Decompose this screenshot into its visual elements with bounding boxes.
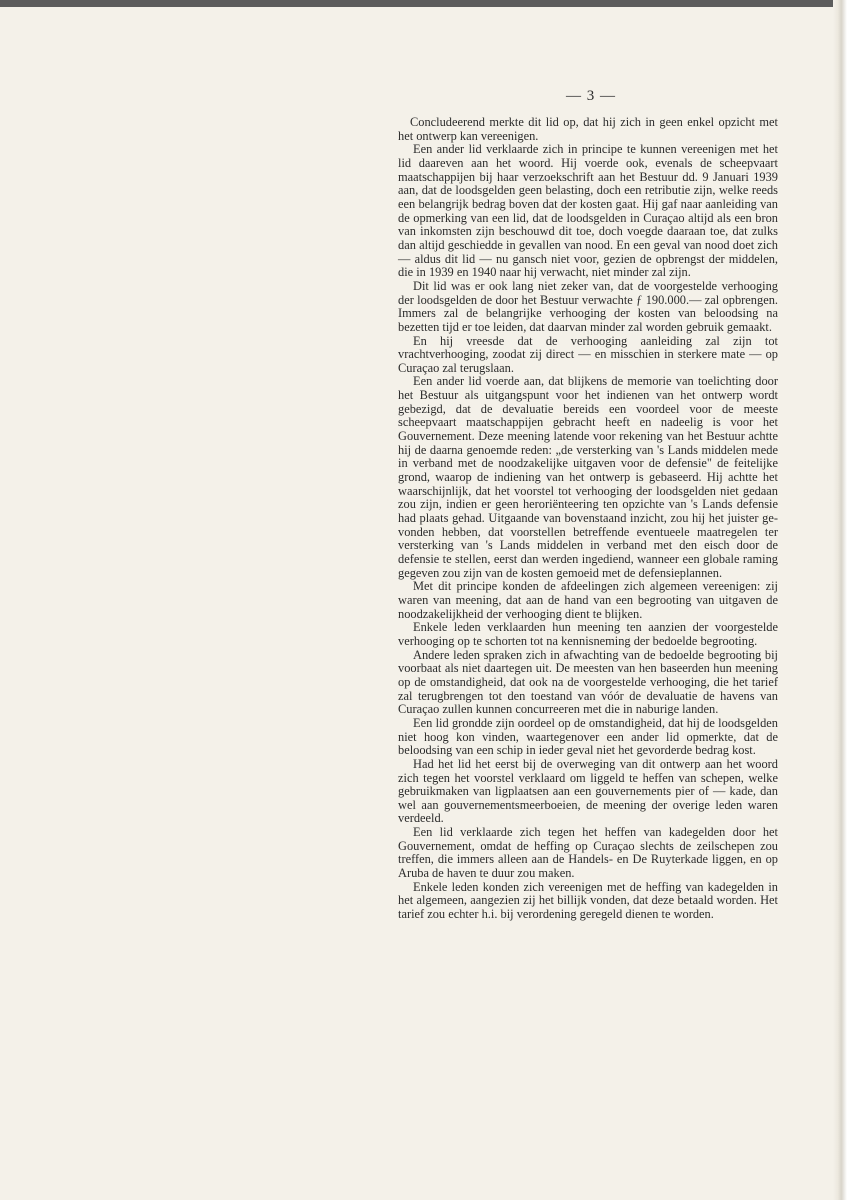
paragraph: Had het lid het eerst bij de overweging van dit ontwerp aan het woord zich tegen het voorstel verklaard om liggeld te heffen van schepen, welke gebruikmaken van ligplaatsen aan een gouvernements pier of — kade, dan wel aan gouvernementsmeerboeien, de meening der overige leden waren verdeeld. bbox=[398, 756, 778, 826]
paragraph: Dit lid was er ook lang niet zeker van, dat de voorgestelde verhooging der loodsgelden de door het Bestuur verwachte ƒ 190.000.— zal opbrengen. Immers zal de belangrijke verhooging der kosten van beloodsing na bezetten tijd er toe leiden, dat daarvan minder zal worden gebruik gemaakt. bbox=[398, 278, 778, 334]
paragraph: Een lid verklaarde zich tegen het heffen van kadegelden door het Gouvernement, omdat de heffing op Curaçao slechts de zeilschepen zou treffen, die immers alleen aan de Handels- en De Ruyterkade liggen, en op Aruba de haven te duur zou maken. bbox=[398, 825, 778, 881]
paragraph: Een lid grondde zijn oordeel op de omstandigheid, dat hij de loodsgelden niet hoog kon vinden, waartegenover een ander lid opmerkte, dat de beloodsing van een schip in ieder geval niet het gevorderde bedrag kost. bbox=[398, 715, 778, 758]
body-text-column bbox=[398, 116, 778, 922]
scan-border-top bbox=[0, 0, 847, 7]
paragraph: Een ander lid verklaarde zich in principe te kunnen vereenigen met het lid daareven aan het woord. Hij voerde ook, evenals de scheepvaart maatschappijen bij haar verzoekschrift aan het Bestuur dd. 9 Januari 1939 aan, dat de loodsgelden geen belasting, doch een retributie zijn, welke reeds een belangrijk bedrag boven dat der kosten gaat. Hij gaf naar aanleiding van de opmerking van een lid, dat de loodsgelden in Curaçao altijd als een bron van inkomsten zijn beschouwd dit toe, doch voegde daaraan toe, dat zulks dan altijd geschiedde in gevallen van nood. En een geval van nood doet zich — aldus dit lid — nu gansch niet voor, gezien de opbrengst der middelen, die in 1939 en 1940 naar hij verwacht, niet minder zal zijn. bbox=[398, 142, 778, 280]
scan-border-right bbox=[833, 0, 847, 1200]
paragraph: En hij vreesde dat de verhooging aanleiding zal zijn tot vrachtverhooging, zoodat zij direct — en misschien in sterkere mate — op Curaçao zal terugslaan. bbox=[398, 333, 778, 375]
paragraph: Enkele leden konden zich vereenigen met de heffing van kadegelden in het algemeen, aangezien zij het billijk vonden, dat deze betaald worden. Het tarief zou echter h.i. bij verordening geregeld dienen te worden. bbox=[398, 879, 778, 922]
paragraph: Concludeerend merkte dit lid op, dat hij zich in geen enkel opzicht met het ontwerp kan vereenigen. bbox=[398, 115, 778, 143]
page-number: — 3 — bbox=[566, 88, 616, 104]
paragraph: Een ander lid voerde aan, dat blijkens de memorie van toelichting door het Bestuur als uitgangspunt voor het indienen van het ontwerp wordt gebezigd, dat de devaluatie bereids een voordeel voor de meeste scheepvaart maatschappijen gebracht heeft en nadeelig is voor het Gouvernement. Deze meening latende voor rekening van het Bestuur achtte hij de daarna genoemde reden: „de versterking van 's Lands middelen mede in verband met de noodzakelijke uitgaven voor de defensie" de feitelijke grond, waarop de indiening van het ontwerp is gebaseerd. Hij achtte het waarschijnlijk, dat het voorstel tot verhooging der loodsgelden niet gedaan zou zijn, indien er geen heroriënteering ten opzichte van 's Lands defensie had plaats gehad. Uitgaande van bovenstaand inzicht, zou hij het juister gevonden hebben, dat voorstellen betreffende eventueele maatregelen ter versterking van 's Lands middelen in verband met den eisch door de defensie te stellen, eerst dan werden ingediend, wanneer een globale raming gegeven zou zijn van de kosten gemoeid met de defensieplannen. bbox=[398, 374, 778, 580]
paragraph: Andere leden spraken zich in afwachting van de bedoelde begrooting bij voorbaat als niet daartegen uit. De meesten van hen baseerden hun meening op de omstandigheid, dat ook na de voorgestelde verhooging, die het tarief zal terugbrengen tot den toestand van vóór de devaluatie de havens van Curaçao zullen kunnen concurreeren met die in naburige landen. bbox=[398, 647, 778, 717]
paragraph: Met dit principe konden de afdeelingen zich algemeen vereenigen: zij waren van meening, dat aan de hand van een begrooting van uitgaven de noodzakelijkheid der verhooging dient te blijken. bbox=[398, 579, 778, 621]
paragraph: Enkele leden verklaarden hun meening ten aanzien der voorgestelde verhooging op te schorten tot na kennisneming der bedoelde begrooting. bbox=[398, 620, 778, 648]
